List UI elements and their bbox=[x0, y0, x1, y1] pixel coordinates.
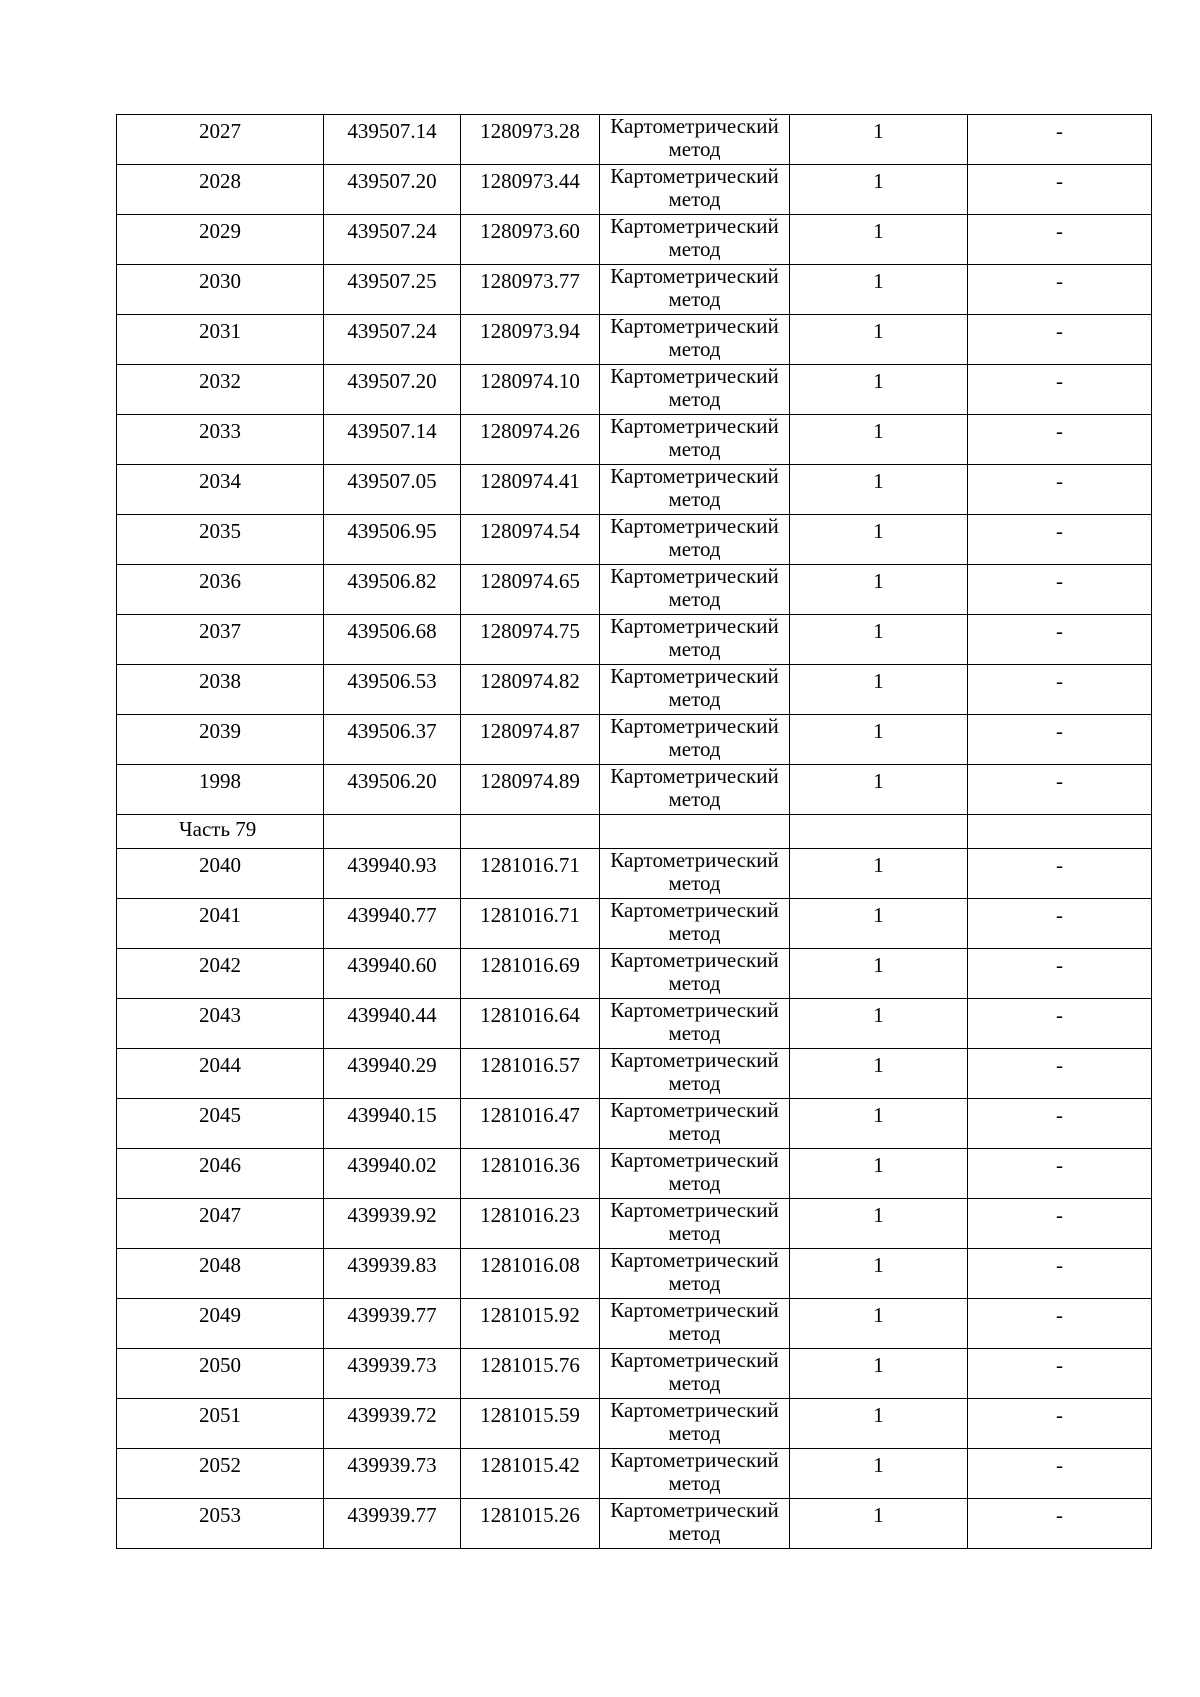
method-cell bbox=[600, 1449, 790, 1499]
point-number-cell: 2036 bbox=[117, 565, 324, 615]
method-line-2: метод bbox=[668, 587, 721, 611]
point-number-cell: 2053 bbox=[117, 1499, 324, 1549]
accuracy-cell: 1 bbox=[790, 1399, 968, 1449]
note-cell: - bbox=[968, 415, 1152, 465]
point-number-cell: 2030 bbox=[117, 265, 324, 315]
note-cell: - bbox=[968, 849, 1152, 899]
method-line-1: Картометрический bbox=[610, 1348, 779, 1372]
x-coordinate-cell: 439940.44 bbox=[324, 999, 461, 1049]
method-line-1: Картометрический bbox=[610, 948, 779, 972]
accuracy-cell: 1 bbox=[790, 165, 968, 215]
method-cell bbox=[600, 1349, 790, 1399]
empty-cell bbox=[790, 815, 968, 849]
x-coordinate-cell: 439506.95 bbox=[324, 515, 461, 565]
x-coordinate-cell: 439507.24 bbox=[324, 215, 461, 265]
note-cell: - bbox=[968, 1099, 1152, 1149]
method-line-1: Картометрический bbox=[610, 998, 779, 1022]
method-line-1: Картометрический bbox=[610, 664, 779, 688]
table-row bbox=[117, 315, 1152, 365]
accuracy-cell: 1 bbox=[790, 665, 968, 715]
accuracy-cell: 1 bbox=[790, 765, 968, 815]
y-coordinate-cell: 1280973.44 bbox=[461, 165, 600, 215]
method-line-2: метод bbox=[668, 1471, 721, 1495]
note-cell: - bbox=[968, 665, 1152, 715]
table-row bbox=[117, 1049, 1152, 1099]
method-cell bbox=[600, 415, 790, 465]
method-line-2: метод bbox=[668, 1521, 721, 1545]
method-line-2: метод bbox=[668, 1421, 721, 1445]
method-line-1: Картометрический bbox=[610, 1498, 779, 1522]
x-coordinate-cell: 439506.53 bbox=[324, 665, 461, 715]
table-row bbox=[117, 615, 1152, 665]
table-row bbox=[117, 899, 1152, 949]
table-row bbox=[117, 1399, 1152, 1449]
note-cell: - bbox=[968, 949, 1152, 999]
point-number-cell: 2032 bbox=[117, 365, 324, 415]
table-row bbox=[117, 999, 1152, 1049]
y-coordinate-cell: 1281015.26 bbox=[461, 1499, 600, 1549]
method-cell bbox=[600, 899, 790, 949]
method-cell bbox=[600, 565, 790, 615]
y-coordinate-cell: 1281016.71 bbox=[461, 899, 600, 949]
accuracy-cell: 1 bbox=[790, 415, 968, 465]
part-header-row bbox=[117, 815, 1152, 849]
y-coordinate-cell: 1281016.57 bbox=[461, 1049, 600, 1099]
method-line-2: метод bbox=[668, 971, 721, 995]
accuracy-cell: 1 bbox=[790, 1199, 968, 1249]
x-coordinate-cell: 439506.68 bbox=[324, 615, 461, 665]
y-coordinate-cell: 1281016.08 bbox=[461, 1249, 600, 1299]
accuracy-cell: 1 bbox=[790, 1049, 968, 1099]
point-number-cell: 2052 bbox=[117, 1449, 324, 1499]
y-coordinate-cell: 1280974.89 bbox=[461, 765, 600, 815]
table-row bbox=[117, 115, 1152, 165]
method-line-2: метод bbox=[668, 487, 721, 511]
point-number-cell: 2049 bbox=[117, 1299, 324, 1349]
method-cell bbox=[600, 1249, 790, 1299]
note-cell: - bbox=[968, 315, 1152, 365]
point-number-cell: 1998 bbox=[117, 765, 324, 815]
accuracy-cell: 1 bbox=[790, 1099, 968, 1149]
method-line-2: метод bbox=[668, 737, 721, 761]
accuracy-cell: 1 bbox=[790, 365, 968, 415]
table-row bbox=[117, 1499, 1152, 1549]
note-cell: - bbox=[968, 515, 1152, 565]
note-cell: - bbox=[968, 115, 1152, 165]
method-line-2: метод bbox=[668, 787, 721, 811]
x-coordinate-cell: 439939.77 bbox=[324, 1499, 461, 1549]
method-cell bbox=[600, 1049, 790, 1099]
method-line-2: метод bbox=[668, 1271, 721, 1295]
accuracy-cell: 1 bbox=[790, 465, 968, 515]
method-cell bbox=[600, 115, 790, 165]
empty-cell bbox=[461, 815, 600, 849]
method-cell bbox=[600, 615, 790, 665]
y-coordinate-cell: 1280973.28 bbox=[461, 115, 600, 165]
table-row bbox=[117, 1199, 1152, 1249]
point-number-cell: 2050 bbox=[117, 1349, 324, 1399]
method-cell bbox=[600, 849, 790, 899]
coordinates-table bbox=[116, 114, 1152, 1549]
method-cell bbox=[600, 1149, 790, 1199]
table-row bbox=[117, 1149, 1152, 1199]
method-cell bbox=[600, 165, 790, 215]
point-number-cell: 2047 bbox=[117, 1199, 324, 1249]
note-cell: - bbox=[968, 215, 1152, 265]
table-row bbox=[117, 265, 1152, 315]
y-coordinate-cell: 1280973.60 bbox=[461, 215, 600, 265]
y-coordinate-cell: 1280974.65 bbox=[461, 565, 600, 615]
method-line-2: метод bbox=[668, 537, 721, 561]
x-coordinate-cell: 439506.82 bbox=[324, 565, 461, 615]
method-cell bbox=[600, 715, 790, 765]
method-line-1: Картометрический bbox=[610, 164, 779, 188]
method-cell bbox=[600, 265, 790, 315]
note-cell: - bbox=[968, 265, 1152, 315]
table-row bbox=[117, 715, 1152, 765]
y-coordinate-cell: 1280974.75 bbox=[461, 615, 600, 665]
note-cell: - bbox=[968, 165, 1152, 215]
note-cell: - bbox=[968, 1399, 1152, 1449]
y-coordinate-cell: 1281015.42 bbox=[461, 1449, 600, 1499]
y-coordinate-cell: 1280974.41 bbox=[461, 465, 600, 515]
x-coordinate-cell: 439940.77 bbox=[324, 899, 461, 949]
method-line-1: Картометрический bbox=[610, 364, 779, 388]
method-line-2: метод bbox=[668, 1021, 721, 1045]
method-line-2: метод bbox=[668, 1071, 721, 1095]
x-coordinate-cell: 439939.72 bbox=[324, 1399, 461, 1449]
method-line-1: Картометрический bbox=[610, 1448, 779, 1472]
accuracy-cell: 1 bbox=[790, 1249, 968, 1299]
method-cell bbox=[600, 465, 790, 515]
y-coordinate-cell: 1281015.59 bbox=[461, 1399, 600, 1449]
method-cell bbox=[600, 365, 790, 415]
method-line-1: Картометрический bbox=[610, 1248, 779, 1272]
x-coordinate-cell: 439507.20 bbox=[324, 365, 461, 415]
table-row bbox=[117, 1349, 1152, 1399]
x-coordinate-cell: 439507.24 bbox=[324, 315, 461, 365]
method-line-1: Картометрический bbox=[610, 1148, 779, 1172]
method-line-1: Картометрический bbox=[610, 464, 779, 488]
table-row bbox=[117, 949, 1152, 999]
method-line-1: Картометрический bbox=[610, 764, 779, 788]
x-coordinate-cell: 439940.15 bbox=[324, 1099, 461, 1149]
y-coordinate-cell: 1280974.10 bbox=[461, 365, 600, 415]
accuracy-cell: 1 bbox=[790, 715, 968, 765]
method-cell bbox=[600, 999, 790, 1049]
point-number-cell: 2051 bbox=[117, 1399, 324, 1449]
y-coordinate-cell: 1280974.54 bbox=[461, 515, 600, 565]
y-coordinate-cell: 1281016.69 bbox=[461, 949, 600, 999]
accuracy-cell: 1 bbox=[790, 615, 968, 665]
x-coordinate-cell: 439940.29 bbox=[324, 1049, 461, 1099]
accuracy-cell: 1 bbox=[790, 215, 968, 265]
y-coordinate-cell: 1280974.87 bbox=[461, 715, 600, 765]
point-number-cell: 2028 bbox=[117, 165, 324, 215]
method-cell bbox=[600, 1299, 790, 1349]
y-coordinate-cell: 1281016.47 bbox=[461, 1099, 600, 1149]
point-number-cell: 2035 bbox=[117, 515, 324, 565]
method-line-2: метод bbox=[668, 1121, 721, 1145]
coordinates-table-body bbox=[117, 115, 1152, 1549]
x-coordinate-cell: 439939.83 bbox=[324, 1249, 461, 1299]
method-line-1: Картометрический bbox=[610, 564, 779, 588]
point-number-cell: 2040 bbox=[117, 849, 324, 899]
table-row bbox=[117, 565, 1152, 615]
table-row bbox=[117, 1099, 1152, 1149]
empty-cell bbox=[968, 815, 1152, 849]
x-coordinate-cell: 439939.92 bbox=[324, 1199, 461, 1249]
x-coordinate-cell: 439506.37 bbox=[324, 715, 461, 765]
y-coordinate-cell: 1281016.71 bbox=[461, 849, 600, 899]
method-line-2: метод bbox=[668, 921, 721, 945]
accuracy-cell: 1 bbox=[790, 1149, 968, 1199]
accuracy-cell: 1 bbox=[790, 1299, 968, 1349]
method-line-2: метод bbox=[668, 287, 721, 311]
point-number-cell: 2033 bbox=[117, 415, 324, 465]
method-line-2: метод bbox=[668, 1321, 721, 1345]
table-row bbox=[117, 515, 1152, 565]
point-number-cell: 2029 bbox=[117, 215, 324, 265]
x-coordinate-cell: 439507.20 bbox=[324, 165, 461, 215]
method-line-1: Картометрический bbox=[610, 714, 779, 738]
method-line-1: Картометрический bbox=[610, 314, 779, 338]
accuracy-cell: 1 bbox=[790, 115, 968, 165]
empty-cell bbox=[324, 815, 461, 849]
method-cell bbox=[600, 215, 790, 265]
method-line-1: Картометрический bbox=[610, 848, 779, 872]
part-label: Часть 79 bbox=[117, 815, 324, 849]
point-number-cell: 2037 bbox=[117, 615, 324, 665]
method-cell bbox=[600, 1499, 790, 1549]
table-row bbox=[117, 365, 1152, 415]
table-row bbox=[117, 465, 1152, 515]
note-cell: - bbox=[968, 465, 1152, 515]
point-number-cell: 2031 bbox=[117, 315, 324, 365]
method-line-1: Картометрический bbox=[610, 1298, 779, 1322]
method-line-2: метод bbox=[668, 1221, 721, 1245]
note-cell: - bbox=[968, 765, 1152, 815]
point-number-cell: 2046 bbox=[117, 1149, 324, 1199]
note-cell: - bbox=[968, 1049, 1152, 1099]
method-line-1: Картометрический bbox=[610, 214, 779, 238]
accuracy-cell: 1 bbox=[790, 899, 968, 949]
accuracy-cell: 1 bbox=[790, 265, 968, 315]
method-line-2: метод bbox=[668, 687, 721, 711]
method-cell bbox=[600, 315, 790, 365]
x-coordinate-cell: 439939.77 bbox=[324, 1299, 461, 1349]
note-cell: - bbox=[968, 1449, 1152, 1499]
y-coordinate-cell: 1280973.94 bbox=[461, 315, 600, 365]
note-cell: - bbox=[968, 1349, 1152, 1399]
point-number-cell: 2034 bbox=[117, 465, 324, 515]
note-cell: - bbox=[968, 1299, 1152, 1349]
accuracy-cell: 1 bbox=[790, 849, 968, 899]
method-line-2: метод bbox=[668, 637, 721, 661]
y-coordinate-cell: 1281016.23 bbox=[461, 1199, 600, 1249]
accuracy-cell: 1 bbox=[790, 1499, 968, 1549]
point-number-cell: 2039 bbox=[117, 715, 324, 765]
method-cell bbox=[600, 665, 790, 715]
accuracy-cell: 1 bbox=[790, 999, 968, 1049]
x-coordinate-cell: 439507.25 bbox=[324, 265, 461, 315]
method-line-1: Картометрический bbox=[610, 514, 779, 538]
accuracy-cell: 1 bbox=[790, 1449, 968, 1499]
method-line-2: метод bbox=[668, 137, 721, 161]
table-row bbox=[117, 215, 1152, 265]
table-row bbox=[117, 1299, 1152, 1349]
x-coordinate-cell: 439940.02 bbox=[324, 1149, 461, 1199]
table-row bbox=[117, 1449, 1152, 1499]
y-coordinate-cell: 1280974.82 bbox=[461, 665, 600, 715]
method-line-2: метод bbox=[668, 871, 721, 895]
note-cell: - bbox=[968, 1499, 1152, 1549]
table-row bbox=[117, 665, 1152, 715]
point-number-cell: 2043 bbox=[117, 999, 324, 1049]
x-coordinate-cell: 439940.93 bbox=[324, 849, 461, 899]
method-line-1: Картометрический bbox=[610, 898, 779, 922]
method-line-1: Картометрический bbox=[610, 614, 779, 638]
method-line-2: метод bbox=[668, 387, 721, 411]
table-row bbox=[117, 415, 1152, 465]
x-coordinate-cell: 439507.14 bbox=[324, 115, 461, 165]
point-number-cell: 2027 bbox=[117, 115, 324, 165]
method-line-1: Картометрический bbox=[610, 1098, 779, 1122]
method-cell bbox=[600, 1199, 790, 1249]
method-line-1: Картометрический bbox=[610, 1198, 779, 1222]
note-cell: - bbox=[968, 1199, 1152, 1249]
y-coordinate-cell: 1281016.64 bbox=[461, 999, 600, 1049]
method-line-1: Картометрический bbox=[610, 1398, 779, 1422]
point-number-cell: 2045 bbox=[117, 1099, 324, 1149]
x-coordinate-cell: 439939.73 bbox=[324, 1449, 461, 1499]
method-line-1: Картометрический bbox=[610, 1048, 779, 1072]
empty-cell bbox=[600, 815, 790, 849]
accuracy-cell: 1 bbox=[790, 949, 968, 999]
table-row bbox=[117, 1249, 1152, 1299]
note-cell: - bbox=[968, 1249, 1152, 1299]
method-cell bbox=[600, 1099, 790, 1149]
y-coordinate-cell: 1280973.77 bbox=[461, 265, 600, 315]
method-line-1: Картометрический bbox=[610, 264, 779, 288]
method-cell bbox=[600, 765, 790, 815]
point-number-cell: 2038 bbox=[117, 665, 324, 715]
method-cell bbox=[600, 515, 790, 565]
method-line-2: метод bbox=[668, 237, 721, 261]
method-line-2: метод bbox=[668, 1371, 721, 1395]
table-row bbox=[117, 765, 1152, 815]
note-cell: - bbox=[968, 565, 1152, 615]
accuracy-cell: 1 bbox=[790, 315, 968, 365]
x-coordinate-cell: 439940.60 bbox=[324, 949, 461, 999]
method-line-2: метод bbox=[668, 437, 721, 461]
note-cell: - bbox=[968, 999, 1152, 1049]
table-row bbox=[117, 849, 1152, 899]
y-coordinate-cell: 1281016.36 bbox=[461, 1149, 600, 1199]
method-line-1: Картометрический bbox=[610, 114, 779, 138]
table-row bbox=[117, 165, 1152, 215]
note-cell: - bbox=[968, 615, 1152, 665]
method-line-2: метод bbox=[668, 187, 721, 211]
note-cell: - bbox=[968, 715, 1152, 765]
x-coordinate-cell: 439939.73 bbox=[324, 1349, 461, 1399]
point-number-cell: 2048 bbox=[117, 1249, 324, 1299]
x-coordinate-cell: 439507.14 bbox=[324, 415, 461, 465]
y-coordinate-cell: 1280974.26 bbox=[461, 415, 600, 465]
method-cell bbox=[600, 949, 790, 999]
x-coordinate-cell: 439506.20 bbox=[324, 765, 461, 815]
accuracy-cell: 1 bbox=[790, 515, 968, 565]
accuracy-cell: 1 bbox=[790, 1349, 968, 1399]
method-cell bbox=[600, 1399, 790, 1449]
note-cell: - bbox=[968, 365, 1152, 415]
accuracy-cell: 1 bbox=[790, 565, 968, 615]
point-number-cell: 2041 bbox=[117, 899, 324, 949]
method-line-1: Картометрический bbox=[610, 414, 779, 438]
y-coordinate-cell: 1281015.92 bbox=[461, 1299, 600, 1349]
note-cell: - bbox=[968, 1149, 1152, 1199]
point-number-cell: 2044 bbox=[117, 1049, 324, 1099]
note-cell: - bbox=[968, 899, 1152, 949]
x-coordinate-cell: 439507.05 bbox=[324, 465, 461, 515]
method-line-2: метод bbox=[668, 337, 721, 361]
y-coordinate-cell: 1281015.76 bbox=[461, 1349, 600, 1399]
point-number-cell: 2042 bbox=[117, 949, 324, 999]
method-line-2: метод bbox=[668, 1171, 721, 1195]
